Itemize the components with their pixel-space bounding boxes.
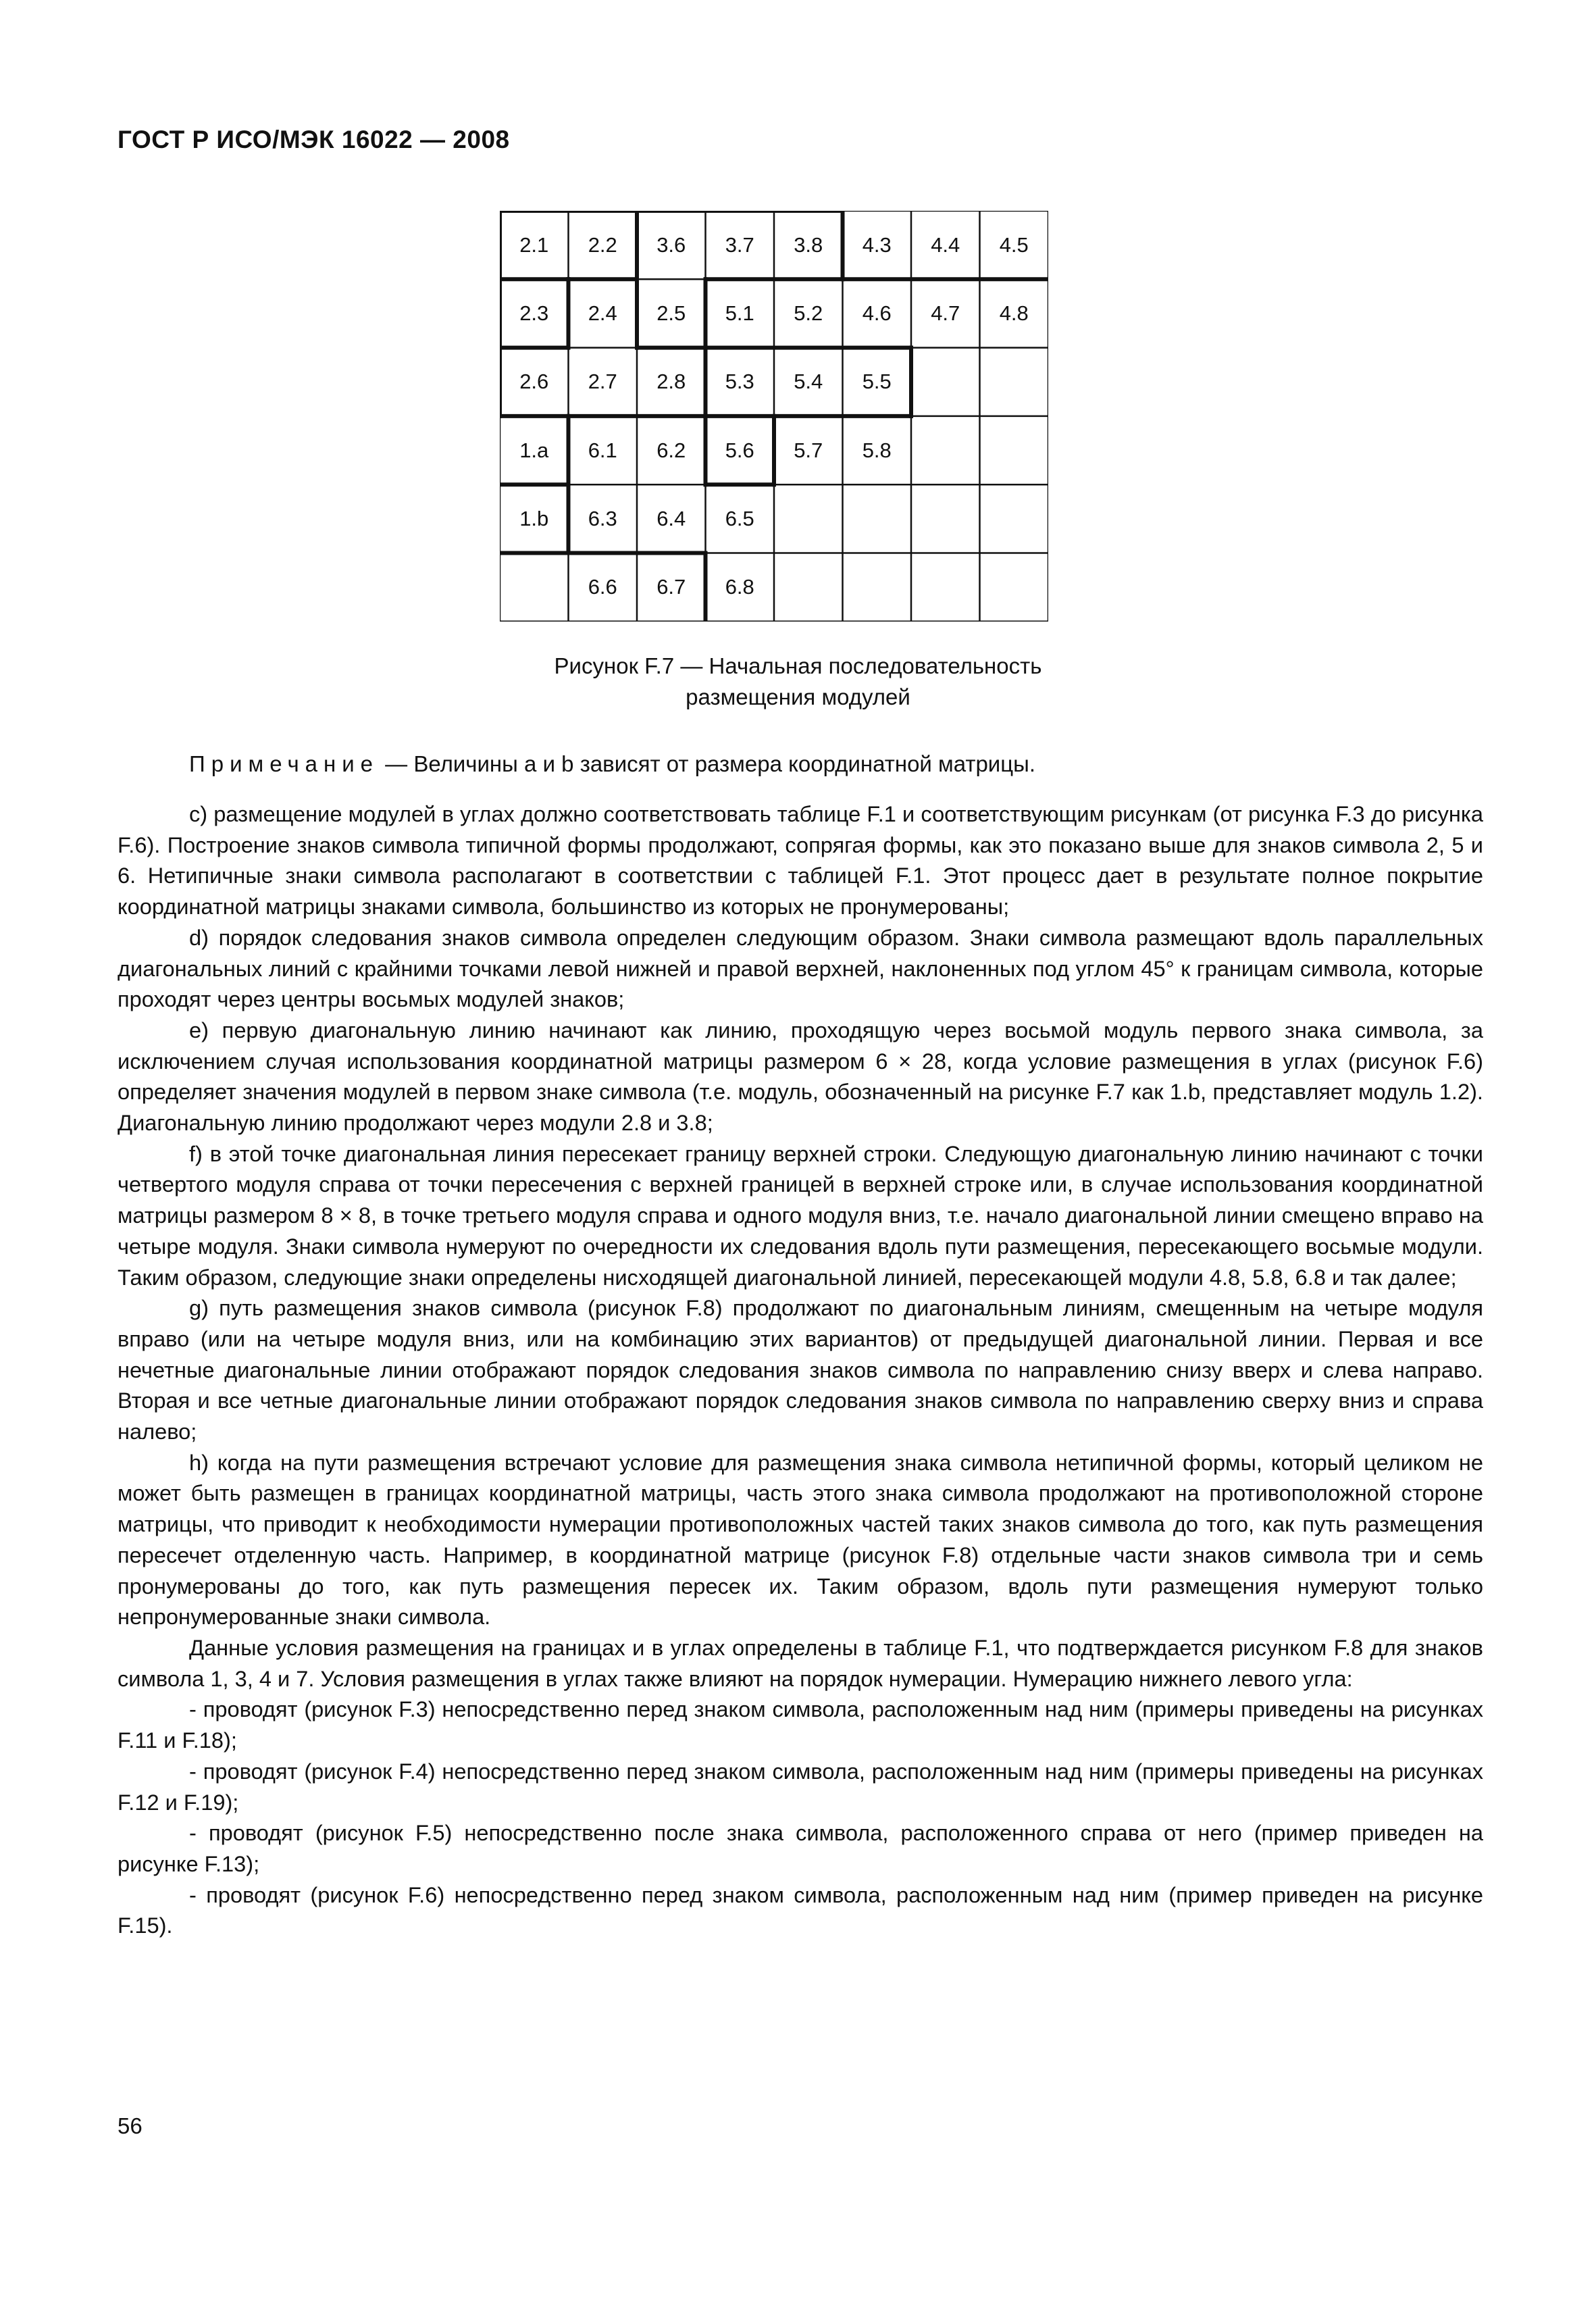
paragraph-h: h) когда на пути размещения встречают условие для размещения знака символа нетипичной формы, который целиком не может быть размещен в границах координатной матрицы, часть этого знака символа продолжают на противоположной стороне матрицы, что приводит к необходимости нумерации противоположных частей таких знаков символа до того, как путь размещения пересечет отделенную часть. Например, в координатной матрице (рисунок F.8) отдельные части знаков символа три и семь пронумерованы до того, как путь размещения пересек их. Таким образом, вдоль пути размещения нумеруют только непронумерованные знаки символа. [118, 1449, 1483, 1630]
grid-cell: 6.3 [588, 506, 617, 530]
grid-cell [774, 484, 843, 553]
grid-cell: 4.8 [999, 301, 1029, 325]
grid-cell: 2.6 [519, 370, 549, 394]
grid-cell [980, 416, 1049, 484]
note-text: — Величины a и b зависят от размера координатной матрицы. [379, 751, 1036, 776]
grid-cell [911, 416, 980, 484]
grid-cell: 6.8 [725, 575, 754, 599]
grid-cell [911, 484, 980, 553]
grid-cell: 2.8 [657, 370, 686, 394]
grid-cell: 6.7 [657, 575, 686, 599]
grid-cell: 5.4 [794, 370, 823, 394]
grid-cell: 2.1 [519, 232, 549, 257]
caption-line-2: размещения модулей [686, 684, 910, 709]
list-item-f6: - проводят (рисунок F.6) непосредственно перед знаком символа, расположенным над ним (пример приведен на рисунке F.15). [118, 1882, 1483, 1938]
list-item-f4: - проводят (рисунок F.4) непосредственно перед знаком символа, расположенным над ним (примеры приведены на рисунках F.12 и F.19); [118, 1758, 1483, 1815]
paragraph-g: g) путь размещения знаков символа (рисунок F.8) продолжают по диагональным линиям, смещенным на четыре модуля вправо (или на четыре модуля вниз, или на комбинацию этих вариантов) от предыдущей диагональной линии. Первая и все нечетные диагональные линии отображают порядок следования знаков символа по направлению снизу вверх и слева направо. Вторая и все четные диагональные линии отображают порядок следования знаков символа по направлению сверху вниз и справа налево; [118, 1295, 1483, 1444]
grid-cell: 5.7 [794, 438, 823, 462]
page-number: 56 [118, 2113, 143, 2138]
grid-cell [500, 553, 569, 622]
list-item-f5: - проводят (рисунок F.5) непосредственно после знака символа, расположенного справа от него (пример приведен на рисунке F.13); [118, 1820, 1483, 1876]
grid-cell: 5.3 [725, 370, 754, 394]
grid-cell [980, 348, 1049, 416]
grid-cell: 2.4 [588, 301, 617, 325]
grid-cell: 2.5 [657, 301, 686, 325]
grid-cell: 3.7 [725, 232, 754, 257]
grid-cell: 5.2 [794, 301, 823, 325]
grid-cell: 5.5 [862, 370, 892, 394]
figure-f7-grid [500, 211, 1048, 622]
figure-caption [0, 651, 1596, 713]
note [189, 751, 1035, 777]
paragraph-f: f) в этой точке диагональная линия пересекает границу верхней строки. Следующую диагональную линию начинают с точки четвертого модуля справа от точки пересечения с верхней границей в верхней строке или, в случае использования координатной матрицы размером 8 × 8, в точке третьего модуля справа и одного модуля вниз, т.е. начало диагональной линии смещено вправо на четыре модуля. Знаки символа нумеруют по очередности их следования вдоль пути размещения, пересекающего восьмые модули. Таким образом, следующие знаки определены нисходящей диагональной линией, пересекающей модули 4.8, 5.8, 6.8 и так далее; [118, 1140, 1483, 1290]
grid-cell: 3.8 [794, 232, 823, 257]
body-text [118, 799, 1483, 1941]
grid-cell: 3.6 [657, 232, 686, 257]
grid-cell [843, 484, 912, 553]
grid-cell: 6.1 [588, 438, 617, 462]
grid-cell: 5.8 [862, 438, 892, 462]
grid-cell: 4.3 [862, 232, 892, 257]
document-header: ГОСТ Р ИСО/МЭК 16022 — 2008 [118, 126, 510, 153]
grid-cell [980, 484, 1049, 553]
grid-cell: 5.6 [725, 438, 754, 462]
grid-cell [843, 553, 912, 622]
grid-cell: 4.7 [931, 301, 960, 325]
grid-cell [911, 348, 980, 416]
grid-cell: 2.2 [588, 232, 617, 257]
paragraph-d: d) порядок следования знаков символа определен следующим образом. Знаки символа размещают вдоль параллельных диагональных линий с крайними точками левой нижней и правой верхней, наклоненных под углом 45° к границам символа, которые проходят через центры восьмых модулей знаков; [118, 924, 1483, 1012]
caption-line-1: Рисунок F.7 — Начальная последовательность [554, 653, 1042, 678]
grid-cell: 4.5 [999, 232, 1029, 257]
grid-cell [911, 553, 980, 622]
paragraph-e: e) первую диагональную линию начинают как линию, проходящую через восьмой модуль первого знака символа, за исключением случая использования координатной матрицы размером 6 × 28, когда условие размещения в углах (рисунок F.6) определяет значения модулей в первом знаке символа (т.е. модуль, обозначенный на рисунке F.7 как 1.b, представляет модуль 1.2). Диагональную линию продолжают через модули 2.8 и 3.8; [118, 1017, 1483, 1136]
grid-cell [980, 553, 1049, 622]
paragraph-c: c) размещение модулей в углах должно соответствовать таблице F.1 и соответствующим рисункам (от рисунка F.3 до рисунка F.6). Построение знаков символа типичной формы продолжают, сопрягая формы, как это показано выше для знаков символа 2, 5 и 6. Нетипичные знаки символа располагают в соответствии с таблицей F.1. Этот процесс дает в результате полное покрытие координатной матрицы знаками символа, большинство из которых не пронумерованы; [118, 801, 1483, 920]
note-label: Примечание [189, 751, 380, 776]
grid-cell: 5.1 [725, 301, 754, 325]
paragraph-conditions: Данные условия размещения на границах и в углах определены в таблице F.1, что подтверждается рисунком F.8 для знаков символа 1, 3, 4 и 7. Условия размещения в углах также влияют на порядок нумерации. Нумерацию нижнего левого угла: [118, 1634, 1483, 1691]
grid-cell: 1.a [519, 438, 549, 462]
grid-cell: 4.4 [931, 232, 960, 257]
list-item-f3: - проводят (рисунок F.3) непосредственно перед знаком символа, расположенным над ним (примеры приведены на рисунках F.11 и F.18); [118, 1696, 1483, 1753]
grid-cell: 2.7 [588, 370, 617, 394]
grid-cell: 6.6 [588, 575, 617, 599]
grid-cell: 6.2 [657, 438, 686, 462]
grid-cell: 6.5 [725, 506, 754, 530]
grid-cell: 6.4 [657, 506, 686, 530]
grid-cell [774, 553, 843, 622]
grid-cell: 1.b [519, 506, 549, 530]
grid-cell: 2.3 [519, 301, 549, 325]
grid-cell: 4.6 [862, 301, 892, 325]
